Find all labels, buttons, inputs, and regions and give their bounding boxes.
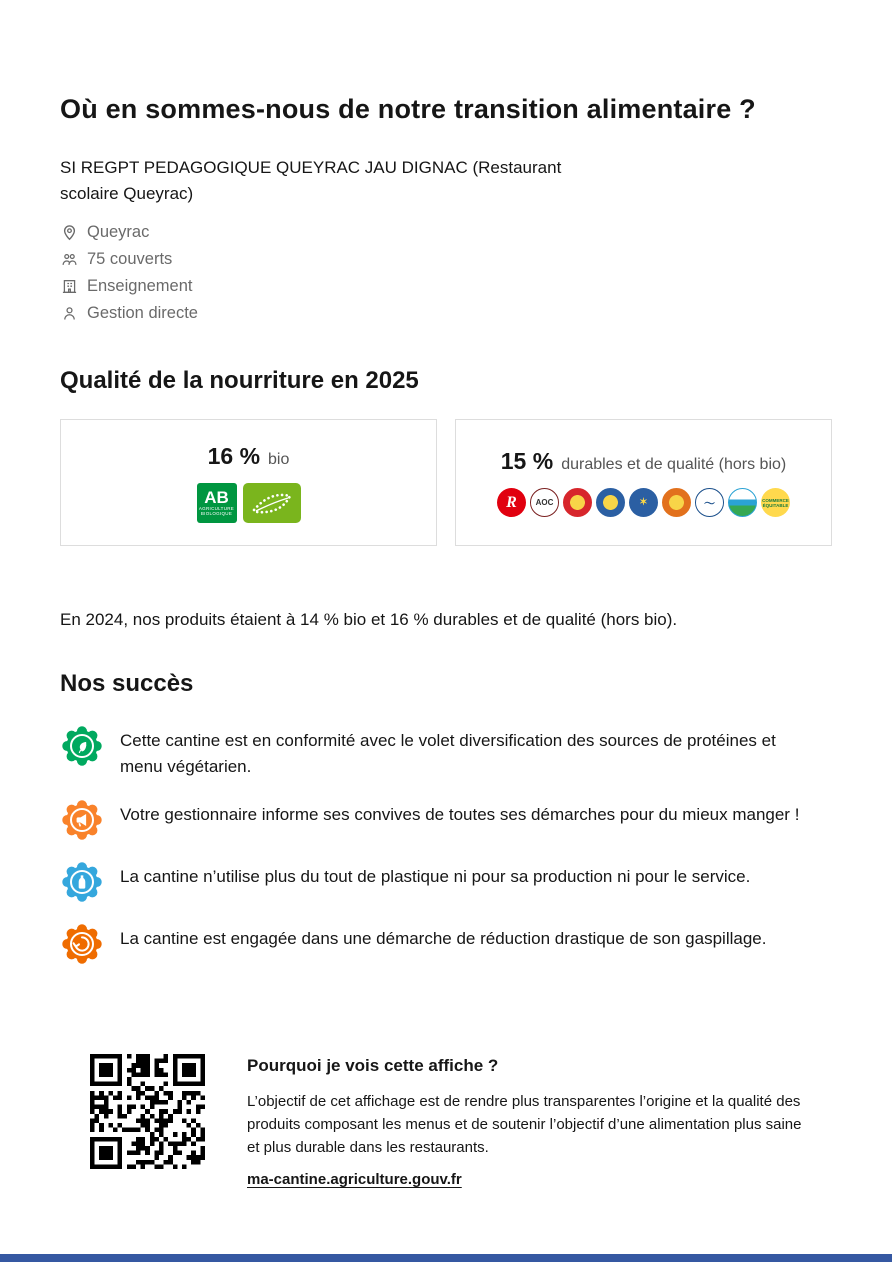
establishment-name: SI REGPT PEDAGOGIQUE QUEYRAC JAU DIGNAC (Restaurant scolaire Queyrac) xyxy=(60,158,562,203)
success-text: Cette cantine est en conformité avec le volet diversification des sources de protéines et menu végétarien. xyxy=(120,731,776,776)
igp-logo xyxy=(596,488,625,517)
bio-card-label: bio xyxy=(268,450,290,468)
person-icon xyxy=(60,305,78,323)
bio-percentage: 16 % xyxy=(207,442,261,469)
label-rouge-logo: R xyxy=(497,488,526,517)
establishment-info-list xyxy=(60,219,832,327)
information-badge-icon xyxy=(60,798,104,842)
bio-logos xyxy=(197,483,301,523)
footer-block xyxy=(60,1054,832,1189)
location-label: Queyrac xyxy=(87,223,150,241)
footer-body: L’objectif de cet affichage est de rendre plus transparentes l’origine et la qualité des produits composant les menus et de soutenir l’objectif d’une alimentation plus saine et plus durable dans les restaurants. xyxy=(247,1093,802,1156)
aop-eu-logo: ✶ xyxy=(629,488,658,517)
durable-card xyxy=(455,419,832,546)
ab-logo-text: AB xyxy=(204,488,229,507)
anti-waste-badge-icon xyxy=(60,922,104,966)
bottom-accent-bar xyxy=(0,1254,892,1262)
success-item-no-plastic xyxy=(60,860,832,904)
people-icon xyxy=(60,251,78,269)
success-item-anti-waste xyxy=(60,922,832,966)
stg-logo xyxy=(662,488,691,517)
ab-logo-subtext: AGRICULTURE BIOLOGIQUE xyxy=(198,506,235,516)
success-item-information xyxy=(60,798,832,842)
management-label: Gestion directe xyxy=(87,304,198,322)
covers-label: 75 couverts xyxy=(87,250,173,268)
quality-cards xyxy=(60,419,832,546)
commerce-equitable-logo: COMMERCE ÉQUITABLE xyxy=(761,488,790,517)
quality-section-heading: Qualité de la nourriture en 2025 xyxy=(60,367,419,394)
ab-agriculture-biologique-logo xyxy=(197,483,237,523)
diversification-badge-icon xyxy=(60,724,104,768)
qr-code xyxy=(90,1054,205,1169)
quality-label-logos xyxy=(497,488,790,517)
no-plastic-badge-icon xyxy=(60,860,104,904)
building-icon xyxy=(60,278,78,296)
durable-percentage: 15 % xyxy=(500,448,554,474)
location-icon xyxy=(60,224,78,242)
success-text: La cantine est engagée dans une démarche de réduction drastique de son gaspillage. xyxy=(120,929,767,948)
info-row-location xyxy=(60,219,832,246)
page-title: Où en sommes-nous de notre transition alimentaire ? xyxy=(60,94,756,124)
aquaculture-durable-logo xyxy=(728,488,757,517)
durable-card-label: durables et de qualité (hors bio) xyxy=(561,456,787,473)
successes-heading: Nos succès xyxy=(60,670,194,697)
aop-logo xyxy=(563,488,592,517)
bio-card xyxy=(60,419,437,546)
peche-durable-logo: 〜 xyxy=(695,488,724,517)
success-text: Votre gestionnaire informe ses convives de toutes ses démarches pour du mieux manger ! xyxy=(120,805,800,824)
aoc-logo: AOC xyxy=(530,488,559,517)
success-list xyxy=(60,724,832,966)
footer-heading: Pourquoi je vois cette affiche ? xyxy=(247,1056,499,1075)
eu-organic-leaf-logo xyxy=(243,483,301,523)
success-item-diversification xyxy=(60,724,832,780)
footer-texts xyxy=(247,1054,807,1189)
ma-cantine-link[interactable]: ma-cantine.agriculture.gouv.fr xyxy=(247,1171,462,1188)
info-row-covers xyxy=(60,246,832,273)
success-text: La cantine n’utilise plus du tout de plastique ni pour sa production ni pour le service. xyxy=(120,867,751,886)
info-row-sector xyxy=(60,273,832,300)
info-row-management xyxy=(60,300,832,327)
previous-year-note: En 2024, nos produits étaient à 14 % bio et 16 % durables et de qualité (hors bio). xyxy=(60,610,678,629)
sector-label: Enseignement xyxy=(87,277,193,295)
